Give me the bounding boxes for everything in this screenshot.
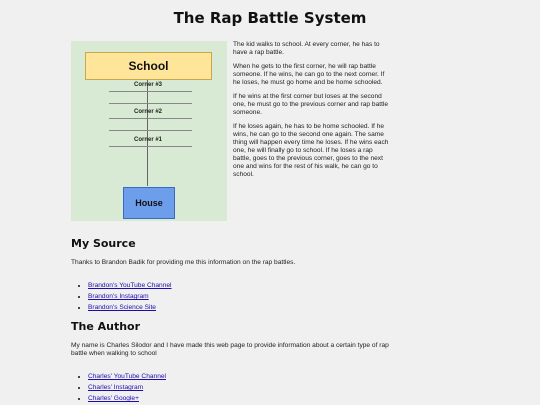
list-item <box>88 302 172 313</box>
intro-paragraph: If he loses again, he has to be home schooled. If he wins, he can go to the second one again. The same thing will happen every time he loses. If he wins each one, he will finally go to school. If he loses a rap battle, goes to the previous corner, goes to the next one and wins for the rest of his walk, he can go to school. <box>233 123 389 178</box>
school-box: School <box>85 52 212 80</box>
page-title: The Rap Battle System <box>173 9 367 27</box>
corner-3-crossroad <box>109 91 192 92</box>
source-text: Thanks to Brandon Badik for providing me this information on the rap battles. <box>71 259 296 266</box>
list-item <box>88 280 172 291</box>
source-links <box>80 280 172 313</box>
list-item <box>88 382 166 393</box>
author-heading: The Author <box>71 320 141 333</box>
charles-youtube-link[interactable]: Charles' YouTube Channel <box>88 373 166 380</box>
list-item <box>88 291 172 302</box>
list-item <box>88 371 166 382</box>
corner-2-crossroad <box>109 118 192 119</box>
intro-text <box>233 41 391 185</box>
corner-1-crossroad <box>109 146 192 147</box>
source-heading: My Source <box>71 237 136 250</box>
brandon-science-site-link[interactable]: Brandon's Science Site <box>88 304 156 311</box>
charles-google-plus-link[interactable]: Charles' Google+ <box>88 395 139 402</box>
author-links <box>80 371 166 404</box>
rap-battle-diagram <box>71 41 227 221</box>
intro-paragraph: The kid walks to school. At every corner, he has to have a rap battle. <box>233 41 380 56</box>
intro-paragraph: If he wins at the first corner but loses at the second one, he must go to the previous corner and rap battle someone. <box>233 93 389 116</box>
corner-3-crossroad-lower <box>109 103 192 104</box>
house-box: House <box>123 187 175 219</box>
road-line <box>147 80 148 186</box>
author-text: My name is Charles Silodor and I have made this web page to provide information about a certain type of rap battle when walking to school <box>71 342 389 357</box>
corner-2-crossroad-lower <box>109 130 192 131</box>
corner-2-label: Corner #2 <box>133 109 162 115</box>
charles-instagram-link[interactable]: Charles' Instagram <box>88 384 144 391</box>
corner-1-label: Corner #1 <box>133 137 162 143</box>
corner-3-label: Corner #3 <box>133 82 162 88</box>
list-item <box>88 393 166 404</box>
brandon-instagram-link[interactable]: Brandon's Instagram <box>88 293 149 300</box>
intro-paragraph: When he gets to the first corner, he will rap battle someone. If he wins, he can go to the next corner. If he loses, he must go home and be home schooled. <box>233 63 385 86</box>
brandon-youtube-link[interactable]: Brandon's YouTube Channel <box>88 282 172 289</box>
